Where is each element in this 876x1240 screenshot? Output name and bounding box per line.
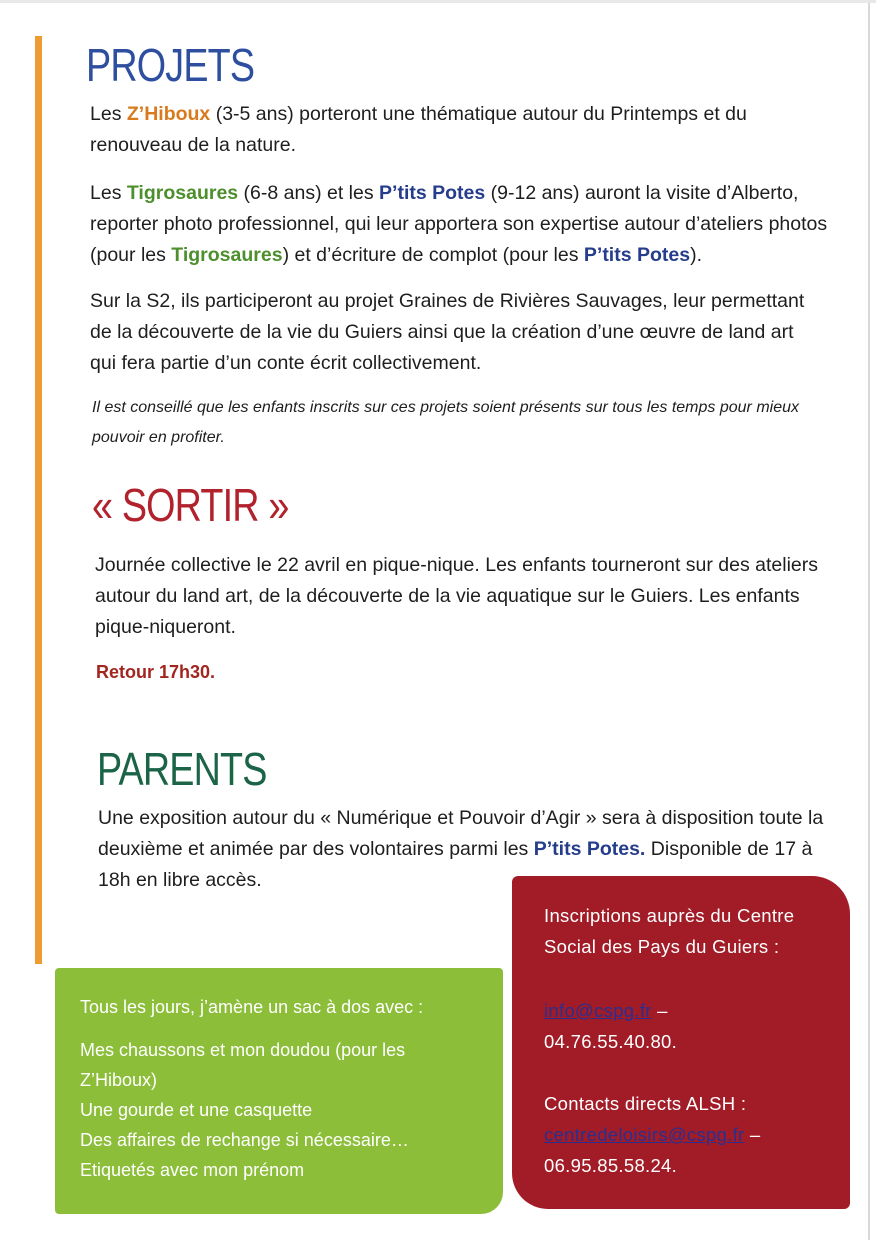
text: (3-5 ans) porteront une thématique autour du Printemps et du renouveau de la nature.	[90, 103, 747, 156]
text: Disponible de 17 à 18h en libre accès.	[98, 838, 813, 891]
projets-paragraph-s2: Sur la S2, ils participeront au projet Graines de Rivières Sauvages, leur permettant de la découverte de la vie du Guiers ainsi que la création d’une œuvre de land art qui fera partie d’un conte écrit collectivement.	[90, 290, 805, 374]
backpack-item: Etiquetés avec mon prénom	[80, 1160, 305, 1180]
inscriptions-text: Inscriptions auprès du Centre Social des Pays du Guiers :	[544, 905, 795, 957]
tigrosaures-keyword: Tigrosaures	[126, 182, 239, 204]
projets-note: Il est conseillé que les enfants inscrits sur ces projets soient présents sur tous les temps pour mieux pouvoir en profiter.	[92, 399, 799, 446]
separator: –	[651, 1000, 668, 1021]
ptits-potes-keyword: P’tits Potes	[583, 244, 691, 266]
parents-heading: PARENTS	[97, 743, 267, 795]
sortir-heading: « SORTIR »	[92, 479, 289, 531]
contact-row	[544, 1119, 830, 1150]
text: Les	[90, 182, 127, 204]
backpack-title: Tous les jours, j’amène un sac à dos avec :	[80, 997, 424, 1017]
backpack-checklist-box	[55, 968, 503, 1214]
text: Les	[90, 103, 127, 125]
text: (6-8 ans) et les	[238, 182, 380, 204]
zhiboux-keyword: Z’Hiboux	[126, 103, 211, 125]
contacts-label: Contacts directs ALSH :	[544, 1093, 747, 1114]
orange-vertical-rule	[35, 36, 42, 964]
tigrosaures-keyword: Tigrosaures	[171, 244, 283, 266]
text: ).	[690, 244, 703, 266]
top-edge	[0, 0, 876, 3]
email-link[interactable]: centredeloisirs@cspg.fr	[544, 1124, 745, 1145]
ptits-potes-keyword: P’tits Potes.	[533, 838, 646, 860]
text: Une exposition autour du « Numérique et Pouvoir d’Agir » sera à disposition toute la deuxième et animée par des volontaires parmi les	[98, 807, 824, 860]
backpack-item: Une gourde et une casquette	[80, 1100, 313, 1120]
sortir-paragraph: Journée collective le 22 avril en pique-nique. Les enfants tourneront sur des ateliers autour du land art, de la découverte de la vie aquatique sur le Guiers. Les enfants pique-niqueront.	[95, 554, 819, 638]
contact-row	[544, 995, 830, 1026]
retour-time: Retour 17h30.	[96, 662, 216, 682]
email-link[interactable]: info@cspg.fr	[544, 1000, 652, 1021]
phone-number: 04.76.55.40.80.	[544, 1031, 678, 1052]
separator: –	[744, 1124, 761, 1145]
phone-number: 06.95.85.58.24.	[544, 1155, 678, 1176]
backpack-item: Des affaires de rechange si nécessaire…	[80, 1130, 409, 1150]
text: (9-12 ans) auront la visite d’Alberto, reporter photo professionnel, qui leur apportera son expertise autour d’ateliers photos (pour les	[90, 182, 828, 266]
projets-paragraph-alberto	[90, 178, 835, 271]
ptits-potes-keyword: P’tits Potes	[379, 182, 486, 204]
text: ) et d’écriture de complot (pour les	[282, 244, 584, 266]
backpack-item: Mes chaussons et mon doudou (pour les Z’Hiboux)	[80, 1040, 406, 1090]
inscriptions-box	[512, 876, 850, 1209]
projets-paragraph-zhiboux	[90, 99, 830, 161]
projets-heading: PROJETS	[86, 39, 255, 91]
